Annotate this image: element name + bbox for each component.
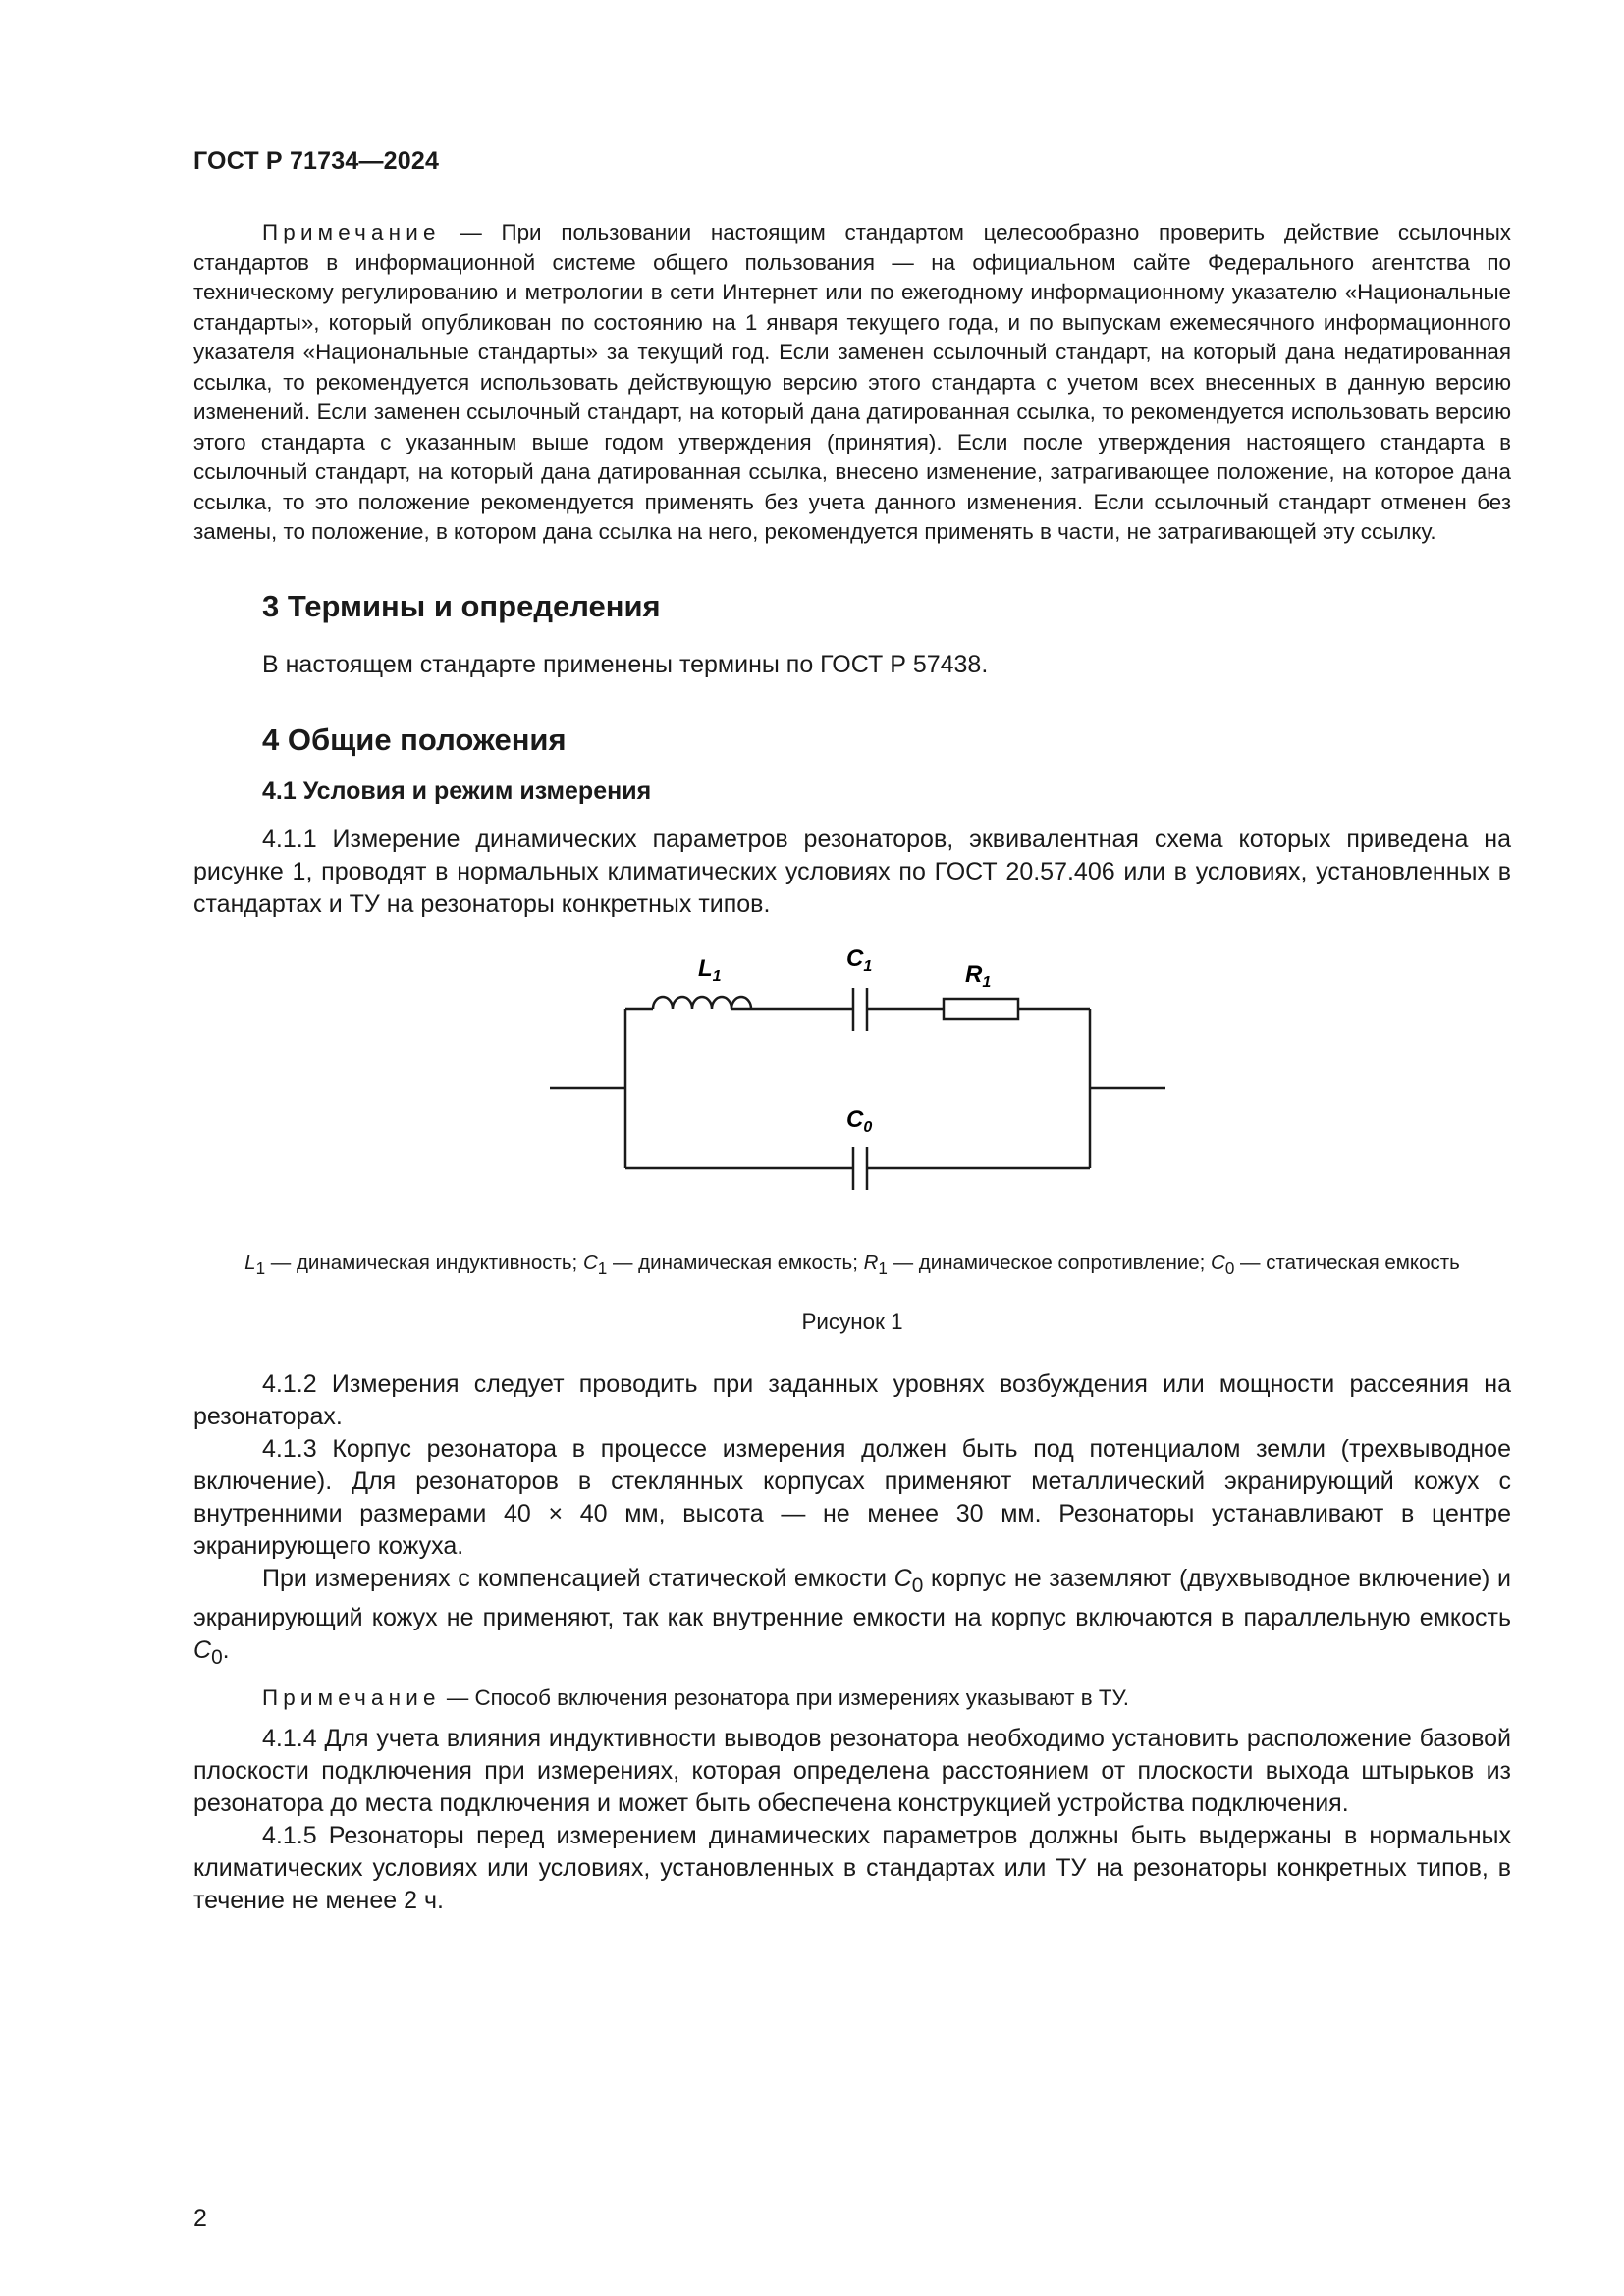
figure-1-caption: Рисунок 1 [801,1308,903,1334]
paragraph-4-1-3: 4.1.3 Корпус резонатора в процессе измерения должен быть под потенциалом земли (трехвыводное включение). Для резонаторов в стеклянных корпусах применяют металлический экранирующий кожух с внутренними размерами 40 × 40 мм, высота — не менее 30 мм. Резонаторы устанавливают в центре экранирующего кожуха. [193,1434,1511,1560]
paragraph-4-1-1: 4.1.1 Измерение динамических параметров резонаторов, эквивалентная схема которых приведена на рисунке 1, проводят в нормальных климатических условиях по ГОСТ 20.57.406 или в условиях, установленных в стандартах и ТУ на резонаторы конкретных типов. [193,825,1511,918]
equivalent-circuit-diagram [193,936,1511,1241]
note-connection-method: Примечание — Способ включения резонатора при измерениях указывают в ТУ. [262,1684,1129,1710]
figure-1-legend: $L_1$ — динамическая индуктивность; $C_1$ — динамическая емкость; $R_1$ — динамическое сопротивление; $C_0$ — статическая емкость [244,1251,1460,1278]
label-r1: $R_1$ [965,960,992,990]
label-c1: $C_1$ [846,944,873,975]
document-header: ГОСТ Р 71734—2024 [193,147,440,175]
document-body [193,218,1511,1917]
section-3-text: В настоящем стандарте применены термины по ГОСТ Р 57438. [262,650,989,678]
paragraph-4-1-3-compensation: При измерениях с компенсацией статической емкости $C_0$ корпус не заземляют (двухвыводное включение) и экранирующий кожух не применяют, так как внутренние емкости на корпус включаются в параллельную емкость $C_0$. [193,1564,1511,1669]
note-label: Примечание [262,220,441,244]
section-4-heading: 4 Общие положения [262,721,567,757]
label-l1: $L_1$ [698,954,722,985]
paragraph-4-1-5: 4.1.5 Резонаторы перед измерением динамических параметров должны быть выдержаны в нормальных климатических условиях или условиях, установленных в стандартах или ТУ на резонаторы конкретных типов, в течение не менее 2 ч. [193,1822,1511,1915]
paragraph-4-1-2: 4.1.2 Измерения следует проводить при заданных уровнях возбуждения или мощности рассеяния на резонаторах. [193,1369,1511,1430]
section-3-heading: 3 Термины и определения [262,588,661,623]
paragraph-4-1-4: 4.1.4 Для учета влияния индуктивности выводов резонатора необходимо установить расположение базовой плоскости подключения при измерениях, которая определена расстоянием от плоскости выхода штырьков из резонатора до места подключения и может быть обеспечена конструкцией устройства подключения. [193,1725,1511,1818]
resistor-r1-symbol [944,999,1018,1019]
inductor-l1-symbol [653,997,751,1009]
label-c0: $C_0$ [846,1105,873,1136]
note-text: — При пользовании настоящим стандартом целесообразно проверить действие ссылочных стандартов в информационной системе общего пользования — на официальном сайте Федерального агентства по техническому регулированию и метрологии в сети Интернет или по ежегодному информационному указателю «Национальные стандарты», который опубликован по состоянию на 1 января текущего года, и по выпускам ежемесячного информационного указателя «Национальные стандарты» за текущий год. Если заменен ссылочный стандарт, на который дана недатированная ссылка, то рекомендуется использовать действующую версию этого стандарта с учетом всех внесенных в данную версию изменений. Если заменен ссылочный стандарт, на который дана датированная ссылка, то рекомендуется использовать версию этого стандарта с указанным выше годом утверждения (принятия). Если после утверждения настоящего стандарта в ссылочный стандарт, на который дана датированная ссылка, внесено изменение, затрагивающее положение, на которое дана ссылка, то это положение рекомендуется применять без учета данного изменения. Если ссылочный стандарт отменен без замены, то положение, в котором дана ссылка на него, рекомендуется применять в части, не затрагивающей эту ссылку. [193,220,1511,544]
figure-1-circuit [193,936,1511,1241]
reference-note [193,218,1511,548]
page-number: 2 [193,2205,207,2232]
subsection-4-1-heading: 4.1 Условия и режим измерения [262,776,652,805]
